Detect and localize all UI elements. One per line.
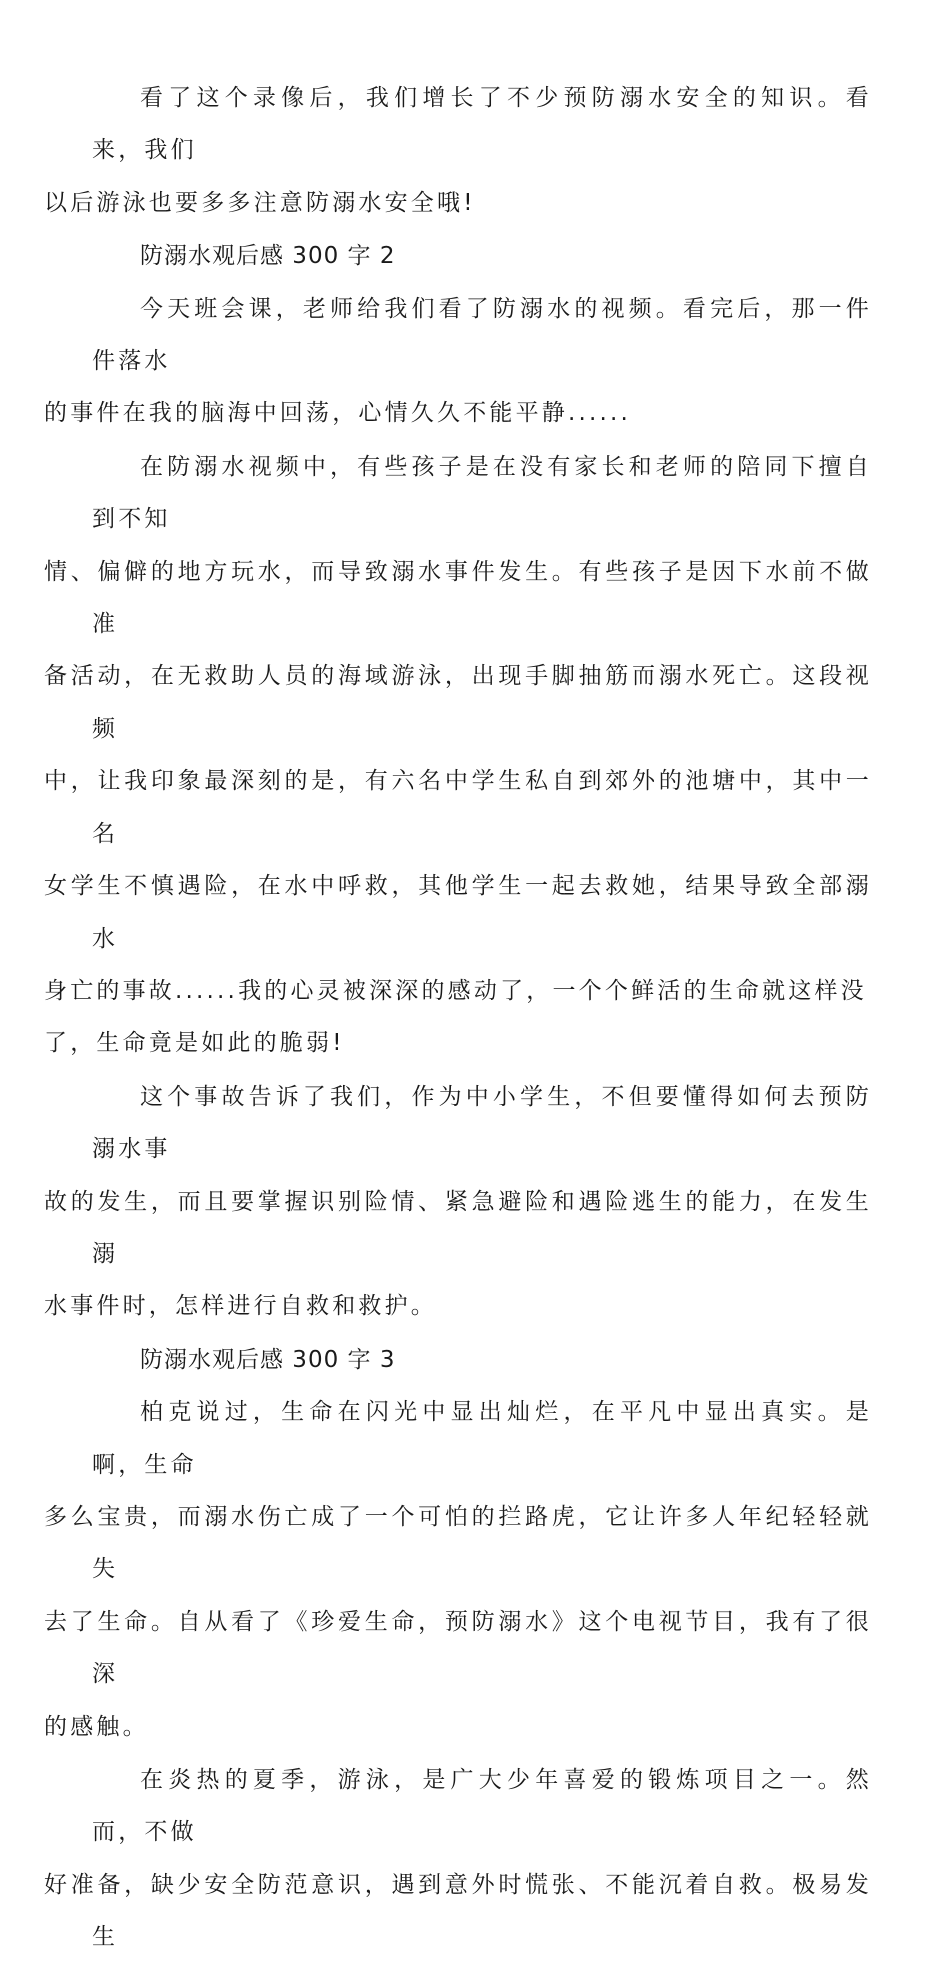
- text-line: 故的发生，而且要掌握识别险情、紧急避险和遇险逃生的能力，在发生溺: [44, 1188, 872, 1267]
- text-line: 水事件时，怎样进行自救和救护。: [44, 1293, 437, 1320]
- text-line: 情、偏僻的地方玩水，而导致溺水事件发生。有些孩子是因下水前不做准: [44, 558, 872, 638]
- text-line: 身亡的事故......我的心灵被深深的感动了，一个个鲜活的生命就这样没: [44, 977, 867, 1004]
- section-heading: [92, 230, 872, 282]
- text-line: 的感触。: [44, 1713, 149, 1740]
- text-line: 柏克说过，生命在闪光中显出灿烂，在平凡中显出真实。是啊，生命: [92, 1399, 872, 1478]
- text-line: 这个事故告诉了我们，作为中小学生，不但要懂得如何去预防溺水事: [92, 1083, 872, 1163]
- text-line: 看了这个录像后，我们增长了不少预防溺水安全的知识。看来，我们: [92, 85, 872, 164]
- paragraph: [44, 1071, 872, 1333]
- heading-text: 防溺水观后感 300 字 3: [140, 1346, 396, 1373]
- section-heading: [92, 1334, 872, 1386]
- text-line: 在防溺水视频中，有些孩子是在没有家长和老师的陪同下擅自到不知: [92, 453, 872, 533]
- text-line: 多么宝贵，而溺水伤亡成了一个可怕的拦路虎，它让许多人年纪轻轻就失: [44, 1503, 872, 1583]
- text-line: 了，生命竟是如此的脆弱!: [44, 1030, 345, 1057]
- document-page: [44, 72, 872, 1965]
- text-line: 今天班会课，老师给我们看了防溺水的视频。看完后，那一件件落水: [92, 295, 872, 375]
- text-line: 中，让我印象最深刻的是，有六名中学生私自到郊外的池塘中，其中一名: [44, 768, 872, 847]
- paragraph: [44, 441, 872, 1070]
- text-line: 好准备，缺少安全防范意识，遇到意外时慌张、不能沉着自救。极易发生: [44, 1871, 872, 1951]
- text-line: 的事件在我的脑海中回荡，心情久久不能平静......: [44, 400, 632, 427]
- paragraph: [44, 283, 872, 440]
- heading-text: 防溺水观后感 300 字 2: [140, 243, 396, 270]
- text-line: 去了生命。自从看了《珍爱生命，预防溺水》这个电视节目，我有了很深: [44, 1608, 872, 1688]
- text-line: 备活动，在无救助人员的海域游泳，出现手脚抽筋而溺水死亡。这段视频: [44, 663, 872, 742]
- paragraph: [44, 1754, 872, 1964]
- text-line: 以后游泳也要多多注意防溺水安全哦!: [44, 189, 476, 216]
- text-line: 在炎热的夏季，游泳，是广大少年喜爱的锻炼项目之一。然而，不做: [92, 1767, 872, 1846]
- text-line: 女学生不慎遇险，在水中呼救，其他学生一起去救她，结果导致全部溺水: [44, 873, 872, 952]
- paragraph: [44, 72, 872, 229]
- paragraph: [44, 1386, 872, 1753]
